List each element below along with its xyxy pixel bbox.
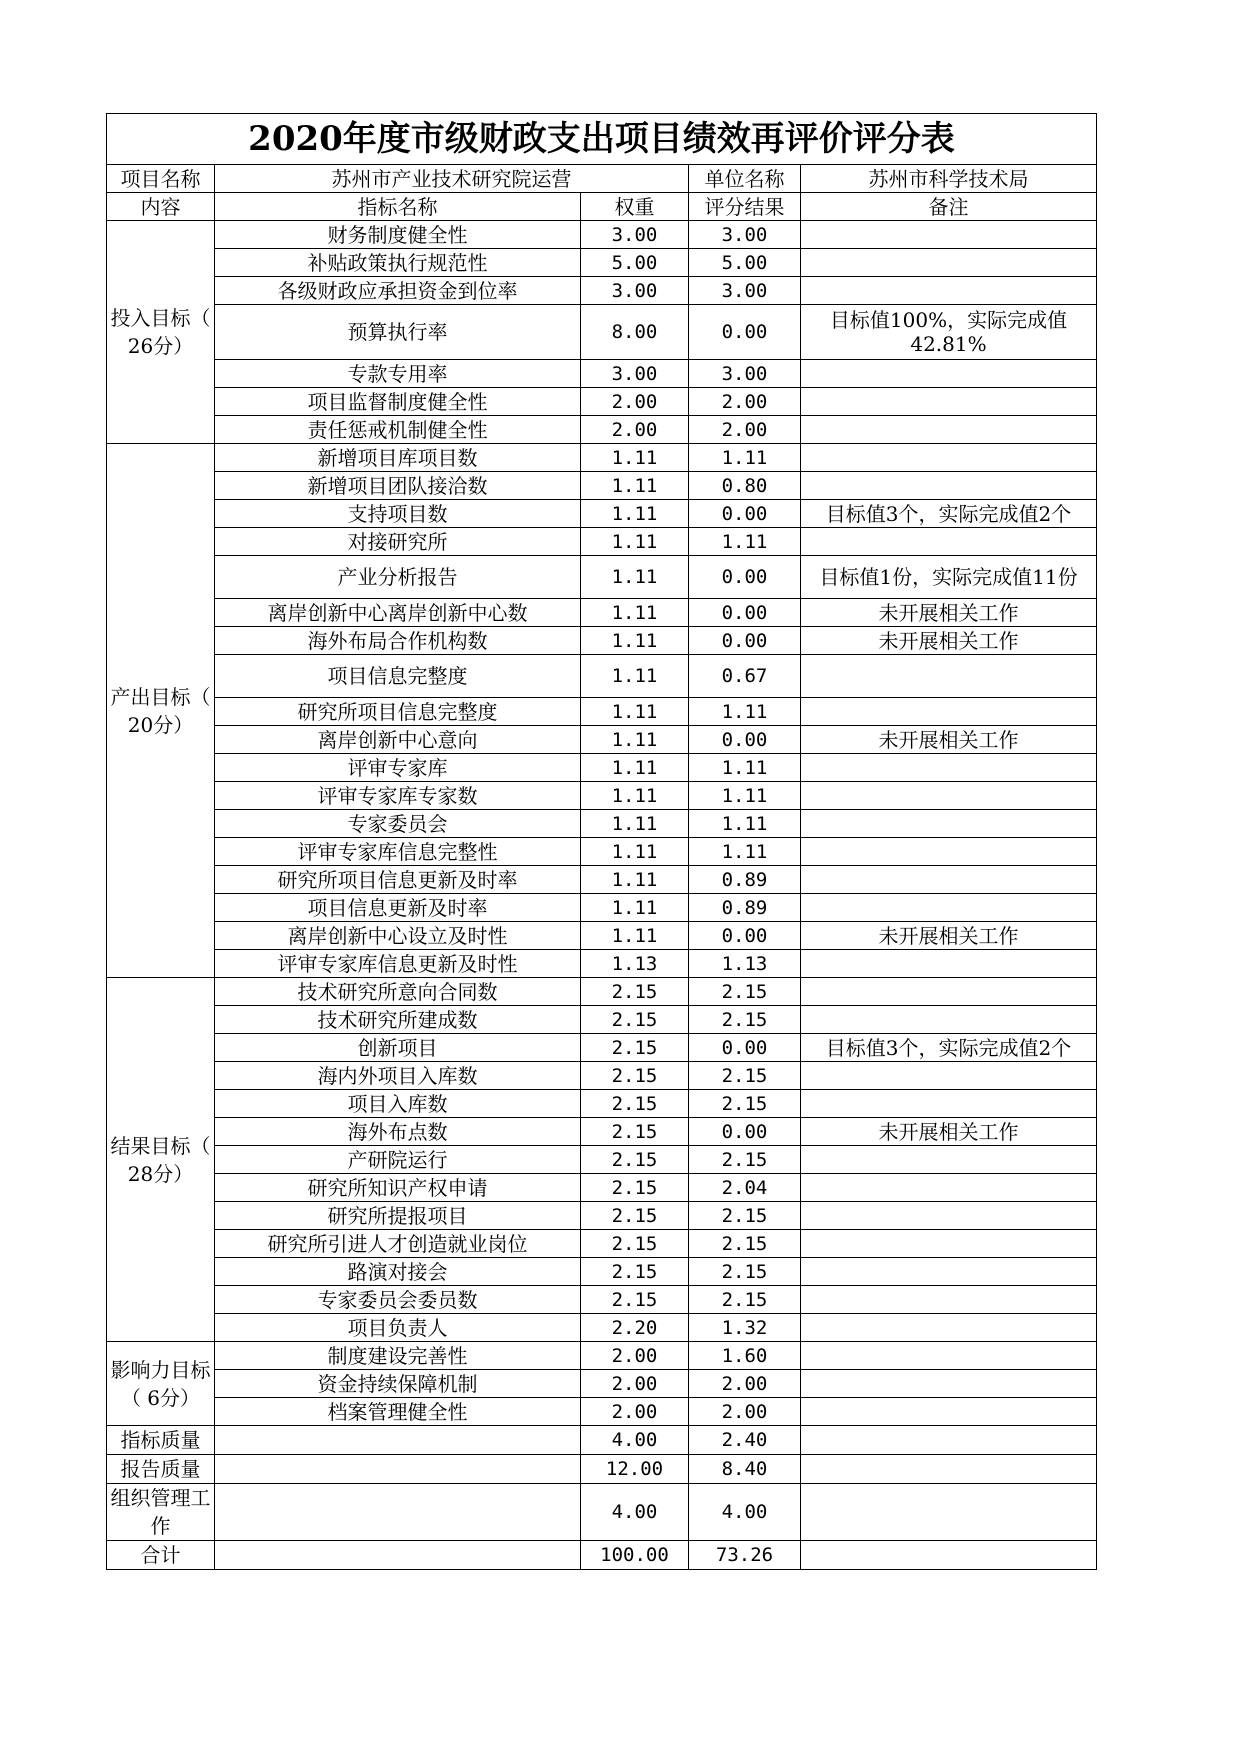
weight-cell: 1.13 (581, 950, 689, 978)
indicator-name-cell: 评审专家库信息更新及时性 (215, 950, 581, 978)
weight-cell: 2.00 (581, 1342, 689, 1370)
weight-cell: 1.11 (581, 810, 689, 838)
indicator-name-cell: 研究所知识产权申请 (215, 1174, 581, 1202)
table-row (107, 500, 1097, 528)
summary-weight-cell: 100.00 (581, 1541, 689, 1570)
summary-row (107, 1541, 1097, 1570)
table-row (107, 221, 1097, 249)
table-row (107, 866, 1097, 894)
indicator-name-cell: 产业分析报告 (215, 556, 581, 599)
summary-note-cell (801, 1484, 1097, 1541)
note-cell (801, 444, 1097, 472)
score-cell: 2.00 (689, 1398, 801, 1426)
weight-cell: 2.15 (581, 1062, 689, 1090)
summary-label-cell: 指标质量 (107, 1426, 215, 1455)
indicator-name-cell: 创新项目 (215, 1034, 581, 1062)
note-cell: 目标值3个，实际完成值2个 (801, 500, 1097, 528)
weight-cell: 1.11 (581, 894, 689, 922)
weight-cell: 3.00 (581, 221, 689, 249)
indicator-name-cell: 项目入库数 (215, 1090, 581, 1118)
score-cell: 1.32 (689, 1314, 801, 1342)
project-name-label: 项目名称 (107, 165, 215, 193)
note-cell (801, 360, 1097, 388)
summary-weight-cell: 4.00 (581, 1426, 689, 1455)
table-row (107, 698, 1097, 726)
score-cell: 2.15 (689, 1062, 801, 1090)
note-cell (801, 866, 1097, 894)
indicator-name-cell: 专款专用率 (215, 360, 581, 388)
score-cell: 0.00 (689, 556, 801, 599)
score-cell: 0.00 (689, 1034, 801, 1062)
summary-indicator-cell (215, 1426, 581, 1455)
note-cell: 未开展相关工作 (801, 599, 1097, 627)
table-row (107, 556, 1097, 599)
indicator-name-cell: 专家委员会委员数 (215, 1286, 581, 1314)
table-row (107, 782, 1097, 810)
weight-cell: 1.11 (581, 627, 689, 655)
table-row (107, 444, 1097, 472)
table-row (107, 726, 1097, 754)
score-cell: 1.11 (689, 444, 801, 472)
indicator-name-cell: 项目信息更新及时率 (215, 894, 581, 922)
table-row (107, 1006, 1097, 1034)
indicator-name-cell: 路演对接会 (215, 1258, 581, 1286)
header-row (107, 193, 1097, 221)
score-cell: 2.15 (689, 1258, 801, 1286)
indicator-name-cell: 各级财政应承担资金到位率 (215, 277, 581, 305)
weight-cell: 2.00 (581, 416, 689, 444)
table-row (107, 1370, 1097, 1398)
summary-score-cell: 8.40 (689, 1455, 801, 1484)
weight-cell: 1.11 (581, 655, 689, 698)
score-cell: 2.00 (689, 1370, 801, 1398)
table-row (107, 388, 1097, 416)
note-cell (801, 528, 1097, 556)
table-row (107, 978, 1097, 1006)
score-cell: 2.15 (689, 1230, 801, 1258)
indicator-name-cell: 项目信息完整度 (215, 655, 581, 698)
score-cell: 1.13 (689, 950, 801, 978)
header-content: 内容 (107, 193, 215, 221)
score-cell: 1.11 (689, 782, 801, 810)
note-cell (801, 754, 1097, 782)
note-cell (801, 277, 1097, 305)
note-cell (801, 1286, 1097, 1314)
score-table (106, 113, 1097, 1570)
weight-cell: 2.00 (581, 388, 689, 416)
weight-cell: 1.11 (581, 698, 689, 726)
note-cell (801, 416, 1097, 444)
score-cell: 3.00 (689, 221, 801, 249)
score-cell: 1.60 (689, 1342, 801, 1370)
table-row (107, 472, 1097, 500)
table-row (107, 1398, 1097, 1426)
project-name-value: 苏州市产业技术研究院运营 (215, 165, 689, 193)
note-cell (801, 810, 1097, 838)
score-cell: 0.00 (689, 305, 801, 360)
table-row (107, 360, 1097, 388)
table-row (107, 1342, 1097, 1370)
indicator-name-cell: 技术研究所建成数 (215, 1006, 581, 1034)
note-cell (801, 698, 1097, 726)
table-row (107, 1118, 1097, 1146)
note-cell (801, 1398, 1097, 1426)
indicator-name-cell: 离岸创新中心设立及时性 (215, 922, 581, 950)
note-cell (801, 1342, 1097, 1370)
note-cell (801, 838, 1097, 866)
note-cell: 未开展相关工作 (801, 627, 1097, 655)
note-cell (801, 950, 1097, 978)
score-cell: 0.00 (689, 922, 801, 950)
indicator-name-cell: 研究所引进人才创造就业岗位 (215, 1230, 581, 1258)
note-cell: 未开展相关工作 (801, 1118, 1097, 1146)
indicator-name-cell: 海外布点数 (215, 1118, 581, 1146)
table-row (107, 305, 1097, 360)
summary-row (107, 1484, 1097, 1541)
table-row (107, 1174, 1097, 1202)
indicator-name-cell: 对接研究所 (215, 528, 581, 556)
indicator-name-cell: 财务制度健全性 (215, 221, 581, 249)
note-cell (801, 1314, 1097, 1342)
score-cell: 2.15 (689, 1286, 801, 1314)
table-row (107, 655, 1097, 698)
indicator-name-cell: 项目监督制度健全性 (215, 388, 581, 416)
indicator-name-cell: 新增项目库项目数 (215, 444, 581, 472)
table-row (107, 950, 1097, 978)
summary-weight-cell: 12.00 (581, 1455, 689, 1484)
score-cell: 2.15 (689, 1202, 801, 1230)
indicator-name-cell: 专家委员会 (215, 810, 581, 838)
weight-cell: 1.11 (581, 782, 689, 810)
indicator-name-cell: 制度建设完善性 (215, 1342, 581, 1370)
score-cell: 0.00 (689, 500, 801, 528)
summary-row (107, 1426, 1097, 1455)
summary-note-cell (801, 1541, 1097, 1570)
weight-cell: 2.15 (581, 1286, 689, 1314)
header-score: 评分结果 (689, 193, 801, 221)
summary-label-cell: 报告质量 (107, 1455, 215, 1484)
indicator-name-cell: 预算执行率 (215, 305, 581, 360)
summary-label-cell: 组织管理工作 (107, 1484, 215, 1541)
weight-cell: 5.00 (581, 249, 689, 277)
score-cell: 2.04 (689, 1174, 801, 1202)
indicator-name-cell: 支持项目数 (215, 500, 581, 528)
score-cell: 2.15 (689, 1006, 801, 1034)
summary-indicator-cell (215, 1484, 581, 1541)
indicator-name-cell: 海内外项目入库数 (215, 1062, 581, 1090)
score-cell: 0.00 (689, 1118, 801, 1146)
table-row (107, 838, 1097, 866)
table-row (107, 249, 1097, 277)
table-row (107, 1286, 1097, 1314)
indicator-name-cell: 离岸创新中心离岸创新中心数 (215, 599, 581, 627)
indicator-name-cell: 评审专家库信息完整性 (215, 838, 581, 866)
note-cell (801, 249, 1097, 277)
note-cell (801, 894, 1097, 922)
table-row (107, 754, 1097, 782)
weight-cell: 1.11 (581, 528, 689, 556)
table-row (107, 810, 1097, 838)
unit-name-label: 单位名称 (689, 165, 801, 193)
indicator-name-cell: 评审专家库 (215, 754, 581, 782)
score-cell: 2.00 (689, 416, 801, 444)
score-cell: 0.89 (689, 866, 801, 894)
category-cell: 产出目标（ 20分） (107, 444, 215, 978)
weight-cell: 2.15 (581, 978, 689, 1006)
summary-score-cell: 4.00 (689, 1484, 801, 1541)
table-row (107, 1230, 1097, 1258)
unit-name-value: 苏州市科学技术局 (801, 165, 1097, 193)
weight-cell: 2.20 (581, 1314, 689, 1342)
page-title: 2020年度市级财政支出项目绩效再评价评分表 (107, 114, 1097, 165)
table-row (107, 1090, 1097, 1118)
note-cell (801, 1006, 1097, 1034)
indicator-name-cell: 档案管理健全性 (215, 1398, 581, 1426)
note-cell: 未开展相关工作 (801, 726, 1097, 754)
score-cell: 2.15 (689, 1146, 801, 1174)
note-cell (801, 472, 1097, 500)
note-cell (801, 1230, 1097, 1258)
note-cell (801, 978, 1097, 1006)
score-cell: 2.15 (689, 1090, 801, 1118)
weight-cell: 1.11 (581, 472, 689, 500)
header-weight: 权重 (581, 193, 689, 221)
weight-cell: 2.15 (581, 1146, 689, 1174)
note-cell (801, 221, 1097, 249)
table-row (107, 1034, 1097, 1062)
score-cell: 2.00 (689, 388, 801, 416)
weight-cell: 1.11 (581, 726, 689, 754)
note-cell (801, 782, 1097, 810)
weight-cell: 3.00 (581, 277, 689, 305)
score-cell: 2.15 (689, 978, 801, 1006)
weight-cell: 1.11 (581, 500, 689, 528)
category-cell: 投入目标（ 26分） (107, 221, 215, 444)
weight-cell: 2.15 (581, 1202, 689, 1230)
note-cell (801, 1202, 1097, 1230)
note-cell (801, 388, 1097, 416)
table-row (107, 1146, 1097, 1174)
weight-cell: 2.15 (581, 1258, 689, 1286)
indicator-name-cell: 新增项目团队接洽数 (215, 472, 581, 500)
indicator-name-cell: 技术研究所意向合同数 (215, 978, 581, 1006)
summary-score-cell: 73.26 (689, 1541, 801, 1570)
score-cell: 3.00 (689, 277, 801, 305)
title-row (107, 114, 1097, 165)
note-cell: 目标值1份，实际完成值11份 (801, 556, 1097, 599)
note-cell (801, 1090, 1097, 1118)
table-row (107, 1202, 1097, 1230)
score-cell: 1.11 (689, 810, 801, 838)
indicator-name-cell: 项目负责人 (215, 1314, 581, 1342)
table-row (107, 528, 1097, 556)
header-indicator: 指标名称 (215, 193, 581, 221)
weight-cell: 3.00 (581, 360, 689, 388)
weight-cell: 2.15 (581, 1090, 689, 1118)
score-cell: 1.11 (689, 838, 801, 866)
weight-cell: 1.11 (581, 754, 689, 782)
score-cell: 0.00 (689, 599, 801, 627)
table-row (107, 599, 1097, 627)
score-cell: 0.80 (689, 472, 801, 500)
summary-row (107, 1455, 1097, 1484)
category-cell: 结果目标（ 28分） (107, 978, 215, 1342)
indicator-name-cell: 评审专家库专家数 (215, 782, 581, 810)
weight-cell: 1.11 (581, 866, 689, 894)
info-row (107, 165, 1097, 193)
note-cell (801, 1258, 1097, 1286)
weight-cell: 2.15 (581, 1006, 689, 1034)
indicator-name-cell: 补贴政策执行规范性 (215, 249, 581, 277)
weight-cell: 1.11 (581, 922, 689, 950)
note-cell: 目标值100%，实际完成值42.81% (801, 305, 1097, 360)
weight-cell: 2.15 (581, 1034, 689, 1062)
score-cell: 0.00 (689, 627, 801, 655)
weight-cell: 1.11 (581, 556, 689, 599)
indicator-name-cell: 资金持续保障机制 (215, 1370, 581, 1398)
indicator-name-cell: 研究所项目信息更新及时率 (215, 866, 581, 894)
summary-note-cell (801, 1426, 1097, 1455)
note-cell: 目标值3个，实际完成值2个 (801, 1034, 1097, 1062)
score-cell: 1.11 (689, 528, 801, 556)
weight-cell: 8.00 (581, 305, 689, 360)
table-row (107, 922, 1097, 950)
weight-cell: 2.00 (581, 1370, 689, 1398)
weight-cell: 2.15 (581, 1174, 689, 1202)
summary-score-cell: 2.40 (689, 1426, 801, 1455)
note-cell (801, 1370, 1097, 1398)
summary-note-cell (801, 1455, 1097, 1484)
category-cell: 影响力目标（ 6分） (107, 1342, 215, 1426)
indicator-name-cell: 海外布局合作机构数 (215, 627, 581, 655)
indicator-name-cell: 离岸创新中心意向 (215, 726, 581, 754)
indicator-name-cell: 研究所项目信息完整度 (215, 698, 581, 726)
weight-cell: 1.11 (581, 444, 689, 472)
score-cell: 0.00 (689, 726, 801, 754)
score-cell: 0.67 (689, 655, 801, 698)
indicator-name-cell: 研究所提报项目 (215, 1202, 581, 1230)
summary-weight-cell: 4.00 (581, 1484, 689, 1541)
score-cell: 3.00 (689, 360, 801, 388)
indicator-name-cell: 产研院运行 (215, 1146, 581, 1174)
score-cell: 1.11 (689, 698, 801, 726)
weight-cell: 2.15 (581, 1118, 689, 1146)
note-cell (801, 1174, 1097, 1202)
weight-cell: 2.15 (581, 1230, 689, 1258)
note-cell (801, 1146, 1097, 1174)
note-cell (801, 1062, 1097, 1090)
table-row (107, 277, 1097, 305)
summary-label-cell: 合计 (107, 1541, 215, 1570)
score-cell: 1.11 (689, 754, 801, 782)
table-row (107, 416, 1097, 444)
header-note: 备注 (801, 193, 1097, 221)
evaluation-sheet (106, 113, 1096, 1570)
weight-cell: 2.00 (581, 1398, 689, 1426)
table-row (107, 894, 1097, 922)
table-row (107, 1314, 1097, 1342)
weight-cell: 1.11 (581, 838, 689, 866)
score-cell: 0.89 (689, 894, 801, 922)
table-row (107, 627, 1097, 655)
summary-indicator-cell (215, 1541, 581, 1570)
table-row (107, 1258, 1097, 1286)
indicator-name-cell: 责任惩戒机制健全性 (215, 416, 581, 444)
table-row (107, 1062, 1097, 1090)
score-cell: 5.00 (689, 249, 801, 277)
note-cell (801, 655, 1097, 698)
weight-cell: 1.11 (581, 599, 689, 627)
note-cell: 未开展相关工作 (801, 922, 1097, 950)
summary-indicator-cell (215, 1455, 581, 1484)
